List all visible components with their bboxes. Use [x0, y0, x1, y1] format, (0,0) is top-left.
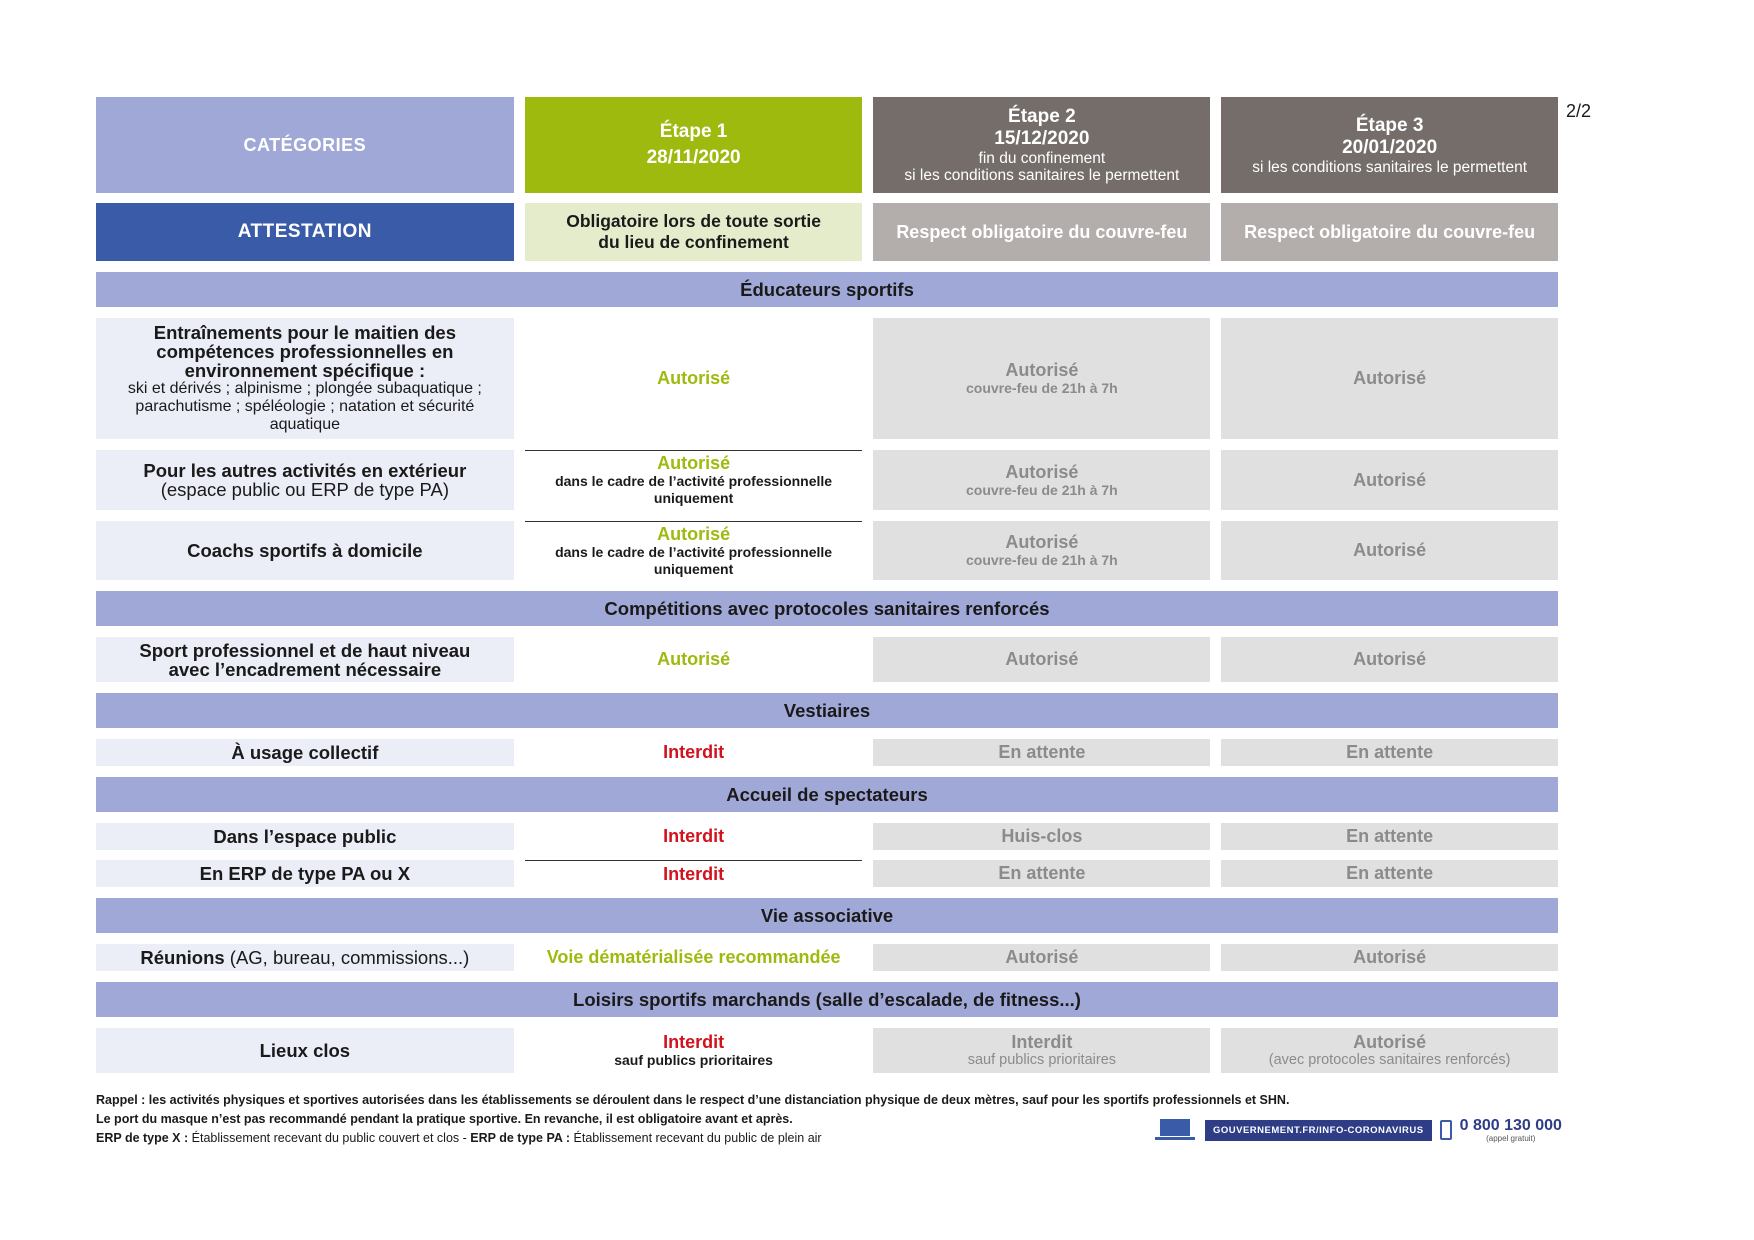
row-erp-pa-x — [96, 860, 1558, 887]
attestation-etape3: Respect obligatoire du couvre-feu — [1221, 203, 1558, 261]
etape3-line1: si les conditions sanitaires le permettent — [1252, 158, 1528, 176]
section-vie-associative: Vie associative — [96, 898, 1558, 933]
note-erp-pa-text: Établissement recevant du public de plein air — [570, 1131, 822, 1145]
exterieur-etape2-note: couvre-feu de 21h à 7h — [966, 481, 1118, 498]
attestation-etape1-l2: du lieu de confinement — [598, 232, 789, 252]
hotline — [1460, 1117, 1562, 1143]
entrainements-bold-l3: environnement spécifique : — [184, 360, 426, 381]
coachs-label: Coachs sportifs à domicile — [96, 521, 514, 580]
exterieur-l2: (espace public ou ERP de type PA) — [160, 479, 449, 500]
lieux-clos-etape1-status: Interdit — [663, 1031, 725, 1052]
exterieur-etape2-status: Autorisé — [1005, 461, 1079, 482]
entrainements-bold-l2: compétences professionnelles en — [156, 341, 454, 362]
espace-public-label: Dans l’espace public — [96, 823, 514, 850]
entrainements-norm-l3: aquatique — [269, 416, 340, 433]
attestation-etape1 — [525, 203, 863, 261]
page-number: 2/2 — [1566, 101, 1592, 121]
reunions-etape1: Voie dématérialisée recommandée — [546, 947, 841, 967]
reunions-label-bold: Réunions — [140, 947, 225, 968]
usage-collectif-etape3: En attente — [1221, 739, 1558, 766]
entrainements-etape3: Autorisé — [1221, 318, 1558, 439]
section-educateurs: Éducateurs sportifs — [96, 272, 1558, 307]
note-erp-pa-label: ERP de type PA : — [470, 1131, 571, 1145]
reunions-etape2: Autorisé — [873, 944, 1210, 971]
row-usage-collectif — [96, 739, 1558, 766]
lieux-clos-etape2 — [873, 1028, 1210, 1073]
sport-pro-etape2: Autorisé — [873, 637, 1210, 682]
row-sport-pro — [96, 637, 1558, 682]
header-etape1 — [525, 97, 863, 193]
row-lieux-clos — [96, 1028, 1558, 1073]
entrainements-etape2-status: Autorisé — [1005, 360, 1079, 380]
measures-table — [96, 97, 1558, 1073]
coachs-etape1-status: Autorisé — [657, 523, 731, 544]
entrainements-etape2-note: couvre-feu de 21h à 7h — [966, 380, 1118, 396]
row-espace-public — [96, 823, 1558, 850]
coachs-etape1-note1: dans le cadre de l’activité professionnelle — [555, 543, 833, 560]
exterieur-etape2 — [873, 450, 1210, 510]
coachs-etape2-note: couvre-feu de 21h à 7h — [966, 552, 1118, 568]
exterieur-etape1-status: Autorisé — [657, 453, 731, 473]
phone-icon — [1440, 1120, 1452, 1140]
lieux-clos-etape1-note: sauf publics prioritaires — [614, 1051, 773, 1068]
header-categories: CATÉGORIES — [96, 97, 514, 193]
row-entrainements — [96, 318, 1558, 439]
hotline-number: 0 800 130 000 — [1459, 1117, 1562, 1134]
espace-public-etape3: En attente — [1221, 823, 1558, 850]
lieux-clos-etape1 — [525, 1028, 863, 1073]
etape3-title: Étape 3 — [1355, 114, 1424, 136]
sport-pro-l2: avec l’encadrement nécessaire — [168, 658, 442, 680]
lieux-clos-etape3-note: (avec protocoles sanitaires renforcés) — [1268, 1052, 1511, 1068]
attestation-etape2: Respect obligatoire du couvre-feu — [873, 203, 1210, 261]
attestation-row — [96, 203, 1558, 261]
sport-pro-etape3: Autorisé — [1221, 637, 1558, 682]
entrainements-etape2 — [873, 318, 1210, 439]
etape1-date: 28/11/2020 — [646, 147, 741, 168]
attestation-label: ATTESTATION — [96, 203, 514, 261]
sport-pro-etape1: Autorisé — [657, 649, 731, 669]
etape2-date: 15/12/2020 — [994, 128, 1090, 149]
entrainements-norm-l1: ski et dérivés ; alpinisme ; plongée subaquatique ; — [127, 380, 482, 397]
coachs-etape1 — [525, 521, 863, 580]
lieux-clos-etape3 — [1221, 1028, 1558, 1073]
usage-collectif-etape2: En attente — [873, 739, 1210, 766]
row-exterieur — [96, 450, 1558, 510]
coachs-etape2-status: Autorisé — [1005, 532, 1079, 552]
reunions-label — [96, 944, 514, 971]
exterieur-etape3: Autorisé — [1221, 450, 1558, 510]
exterieur-l1: Pour les autres activités en extérieur — [143, 460, 467, 481]
erp-pa-x-label: En ERP de type PA ou X — [96, 860, 514, 887]
row-reunions — [96, 944, 1558, 971]
laptop-icon — [1155, 1119, 1195, 1141]
entrainements-norm-l2: parachutisme ; spéléologie ; natation et sécurité — [135, 398, 475, 415]
hotline-note: (appel gratuit) — [1486, 1134, 1536, 1143]
coachs-etape3: Autorisé — [1221, 521, 1558, 580]
attestation-etape1-l1: Obligatoire lors de toute sortie — [566, 211, 821, 231]
gouv-banner: GOUVERNEMENT.FR/INFO-CORONAVIRUS — [1205, 1120, 1432, 1141]
etape1-title: Étape 1 — [659, 121, 728, 142]
lieux-clos-etape2-note: sauf publics prioritaires — [967, 1052, 1117, 1068]
note-erp-x-text: Établissement recevant du public couvert et clos - — [188, 1131, 471, 1145]
note-masque: Le port du masque n’est pas recommandé pendant la pratique sportive. En revanche, il est obligatoire avant et après. — [96, 1112, 793, 1126]
erp-pa-x-etape2: En attente — [873, 860, 1210, 887]
note-erp — [96, 1129, 1289, 1148]
coachs-etape2 — [873, 521, 1210, 580]
header-etape3 — [1221, 97, 1558, 193]
sport-pro-label — [96, 637, 514, 682]
note-rappel: Rappel : les activités physiques et sportives autorisées dans les établissements se déroulent dans le respect d’une distanciation physique de deux mètres, sauf pour les sportifs professionnels et SHN. — [96, 1093, 1290, 1107]
espace-public-etape2: Huis-clos — [873, 823, 1210, 850]
reunions-label-rest: (AG, bureau, commissions...) — [224, 947, 470, 968]
erp-pa-x-etape3: En attente — [1221, 860, 1558, 887]
exterieur-label — [96, 450, 514, 510]
exterieur-etape1-note2: uniquement — [653, 490, 734, 506]
section-competitions: Compétitions avec protocoles sanitaires renforcés — [96, 591, 1558, 626]
exterieur-etape1 — [525, 450, 863, 510]
etape3-date: 20/01/2020 — [1342, 136, 1438, 158]
etape2-line2: si les conditions sanitaires le permettent — [904, 167, 1180, 184]
etape2-title: Étape 2 — [1008, 106, 1076, 127]
entrainements-label — [96, 318, 514, 439]
entrainements-etape1: Autorisé — [657, 368, 731, 388]
sport-pro-l1: Sport professionnel et de haut niveau — [139, 639, 471, 661]
note-erp-x-label: ERP de type X : — [96, 1131, 189, 1145]
row-coachs — [96, 521, 1558, 580]
header-row — [96, 97, 1558, 193]
erp-pa-x-etape1: Interdit — [525, 860, 863, 887]
exterieur-etape1-note1: dans le cadre de l’activité professionnelle — [555, 473, 833, 489]
lieux-clos-etape2-status: Interdit — [1011, 1032, 1073, 1052]
reunions-etape3: Autorisé — [1221, 944, 1558, 971]
section-vestiaires: Vestiaires — [96, 693, 1558, 728]
footer-branding — [1155, 1117, 1562, 1143]
coachs-etape1-note2: uniquement — [653, 560, 734, 577]
lieux-clos-label: Lieux clos — [96, 1028, 514, 1073]
entrainements-bold-l1: Entraînements pour le maitien des — [153, 322, 456, 343]
footnotes — [96, 1091, 1289, 1148]
etape2-line1: fin du confinement — [978, 150, 1106, 167]
espace-public-etape1: Interdit — [663, 826, 725, 846]
lieux-clos-etape3-status: Autorisé — [1353, 1032, 1427, 1052]
section-loisirs: Loisirs sportifs marchands (salle d’escalade, de fitness...) — [96, 982, 1558, 1017]
section-spectateurs: Accueil de spectateurs — [96, 777, 1558, 812]
header-etape2 — [873, 97, 1210, 193]
usage-collectif-etape1: Interdit — [663, 742, 725, 762]
usage-collectif-label: À usage collectif — [96, 739, 514, 766]
